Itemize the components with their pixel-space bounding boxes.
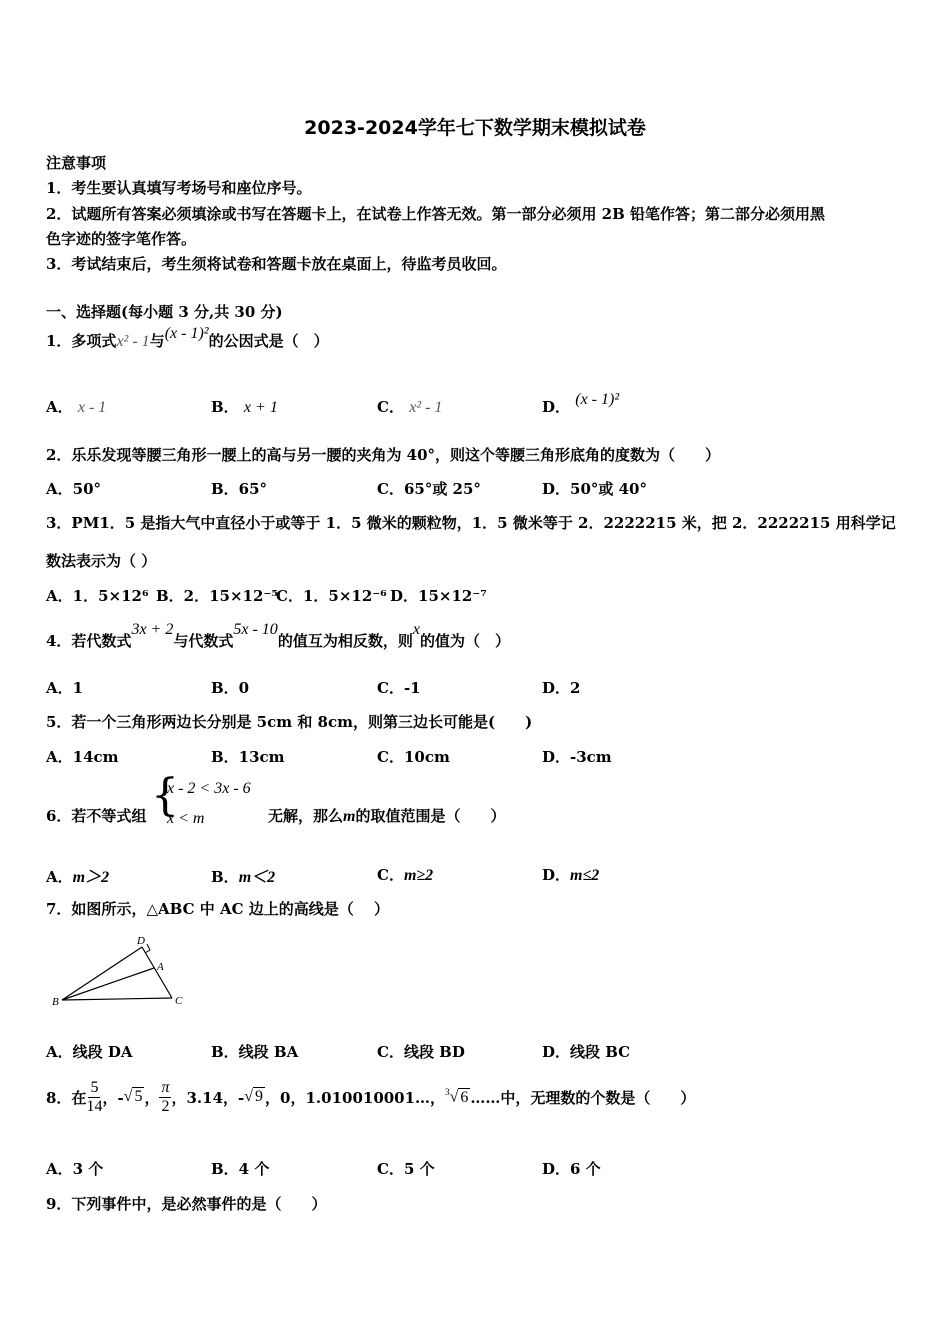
label-b: B <box>52 996 59 1008</box>
question-1 <box>46 325 329 351</box>
q6-suffix: 无解，那么m的取值范围是（ ） <box>268 807 506 825</box>
q1-expr1: x² - 1 <box>116 333 150 350</box>
q5-option-b[interactable]: B．13cm <box>211 748 285 766</box>
page-title: 2023-2024学年七下数学期末模拟试卷 <box>304 117 646 139</box>
q6-prefix: 6．若不等式组 <box>46 807 147 825</box>
q1-option-d[interactable]: D． (x - 1)² <box>542 391 620 416</box>
q3-option-c[interactable]: C．1．5×12⁻⁶ <box>276 587 387 605</box>
sqrt-9: √ 9 <box>244 1088 264 1105</box>
q8-prefix: 8．在 <box>46 1088 87 1107</box>
question-2: 2．乐乐发现等腰三角形一腰上的高与另一腰的夹角为 40°，则这个等腰三角形底角的度数为（ ） <box>46 446 721 464</box>
label-d: D <box>137 935 145 947</box>
q1-expr2: (x - 1)² <box>164 325 209 342</box>
q3-option-a[interactable]: A．1．5×12⁶ <box>46 587 149 605</box>
q3-option-d[interactable]: D．15×12⁻⁷ <box>390 587 487 605</box>
segment-ba <box>62 968 154 1000</box>
q5-option-c[interactable]: C．10cm <box>377 748 450 766</box>
q8-sep: ，- <box>102 1088 124 1107</box>
q4-expr1: 3x + 2 <box>131 621 174 638</box>
question-4 <box>46 621 510 651</box>
notice-item: 色字迹的签字笔作答。 <box>46 230 197 248</box>
q5-option-a[interactable]: A．14cm <box>46 748 119 766</box>
question-8 <box>46 1075 695 1119</box>
q1-mid: 与 <box>149 332 165 350</box>
fraction-pi-2: $\frac{\pi}{2}$ <box>161 1078 170 1115</box>
q2-option-d[interactable]: D．50°或 40° <box>542 480 647 498</box>
q7-option-a[interactable]: A．线段 DA <box>46 1043 133 1061</box>
q1-option-a[interactable]: A． x - 1 <box>46 398 107 416</box>
q6-option-d[interactable]: D．m≤2 <box>542 866 600 884</box>
q4-mid2: 的值互为相反数，则 <box>277 632 413 650</box>
q1-option-c[interactable]: C． x² - 1 <box>377 398 443 416</box>
q6-inequality-1: x - 2 < 3x - 6 <box>167 780 251 797</box>
q6-option-a[interactable]: A．m＞2 <box>46 868 110 886</box>
q5-option-d[interactable]: D．-3cm <box>542 748 612 766</box>
segment-bc <box>62 998 172 1000</box>
q8-after: ，0，1.010010001…， <box>265 1088 446 1107</box>
q4-option-b[interactable]: B．0 <box>211 679 250 697</box>
q4-var: x <box>412 621 420 638</box>
q6-inequality-2: x < m <box>167 810 205 827</box>
question-5: 5．若一个三角形两边长分别是 5cm 和 8cm，则第三边长可能是( ) <box>46 713 533 731</box>
q7-option-c[interactable]: C．线段 BD <box>377 1043 465 1061</box>
question-9: 9．下列事件中，是必然事件的是（ ） <box>46 1195 327 1213</box>
notice-item: 1．考生要认真填写考场号和座位序号。 <box>46 179 312 197</box>
q4-option-a[interactable]: A．1 <box>46 679 84 697</box>
q4-expr2: 5x - 10 <box>233 621 278 638</box>
notice-item: 3．考试结束后，考生须将试卷和答题卡放在桌面上，待监考员收回。 <box>46 255 507 273</box>
cbrt-6: $^3$√ 6 <box>445 1087 469 1106</box>
question-3-line2: 数法表示为（ ） <box>46 552 157 570</box>
q1-prefix: 1．多项式 <box>46 332 117 350</box>
q2-option-a[interactable]: A．50° <box>46 480 102 498</box>
segment-bd <box>62 947 142 1000</box>
q8-option-d[interactable]: D．6 个 <box>542 1160 601 1178</box>
q8-option-a[interactable]: A．3 个 <box>46 1160 104 1178</box>
q8-option-c[interactable]: C．5 个 <box>377 1160 435 1178</box>
q1-option-b[interactable]: B． x + 1 <box>211 398 278 416</box>
q6-option-b[interactable]: B．m＜2 <box>211 868 276 886</box>
fraction-5-14: $\frac{5}{14}$ <box>86 1078 103 1115</box>
triangle-figure <box>46 930 196 1015</box>
label-c: C <box>175 995 183 1007</box>
notice-heading: 注意事项 <box>46 154 107 172</box>
q4-option-d[interactable]: D．2 <box>542 679 581 697</box>
q4-prefix: 4．若代数式 <box>46 632 132 650</box>
sqrt-5: √ 5 <box>123 1088 143 1105</box>
q7-option-b[interactable]: B．线段 BA <box>211 1043 299 1061</box>
q2-option-c[interactable]: C．65°或 25° <box>377 480 481 498</box>
q8-option-b[interactable]: B．4 个 <box>211 1160 270 1178</box>
q7-option-d[interactable]: D．线段 BC <box>542 1043 631 1061</box>
section-heading: 一、选择题(每小题 3 分,共 30 分) <box>46 303 283 321</box>
question-3-line1: 3．PM1．5 是指大气中直径小于或等于 1．5 微米的颗粒物，1．5 微米等于 2．2222215 米，把 2．2222215 用科学记 <box>46 514 896 532</box>
q4-option-c[interactable]: C．-1 <box>377 679 421 697</box>
q8-sep: ， <box>144 1088 160 1107</box>
q6-option-c[interactable]: C．m≥2 <box>377 866 434 884</box>
q4-mid: 与代数式 <box>173 632 234 650</box>
right-angle-mark <box>145 944 150 953</box>
q4-suffix: 的值为（ ） <box>419 632 510 650</box>
system-brace: { <box>151 770 179 821</box>
label-a: A <box>157 961 164 973</box>
notice-item: 2．试题所有答案必须填涂或书写在答题卡上，在试卷上作答无效。第一部分必须用 2B 铅笔作答；第二部分必须用黑 <box>46 205 826 223</box>
q8-middle: ，3.14，- <box>171 1088 245 1107</box>
q8-suffix: ……中，无理数的个数是（ ） <box>470 1088 696 1107</box>
q1-suffix: 的公因式是（ ） <box>208 332 329 350</box>
q3-option-b[interactable]: B．2．15×12⁻⁵ <box>156 587 278 605</box>
question-7: 7．如图所示，△ABC 中 AC 边上的高线是（ ） <box>46 900 389 918</box>
q2-option-b[interactable]: B．65° <box>211 480 268 498</box>
